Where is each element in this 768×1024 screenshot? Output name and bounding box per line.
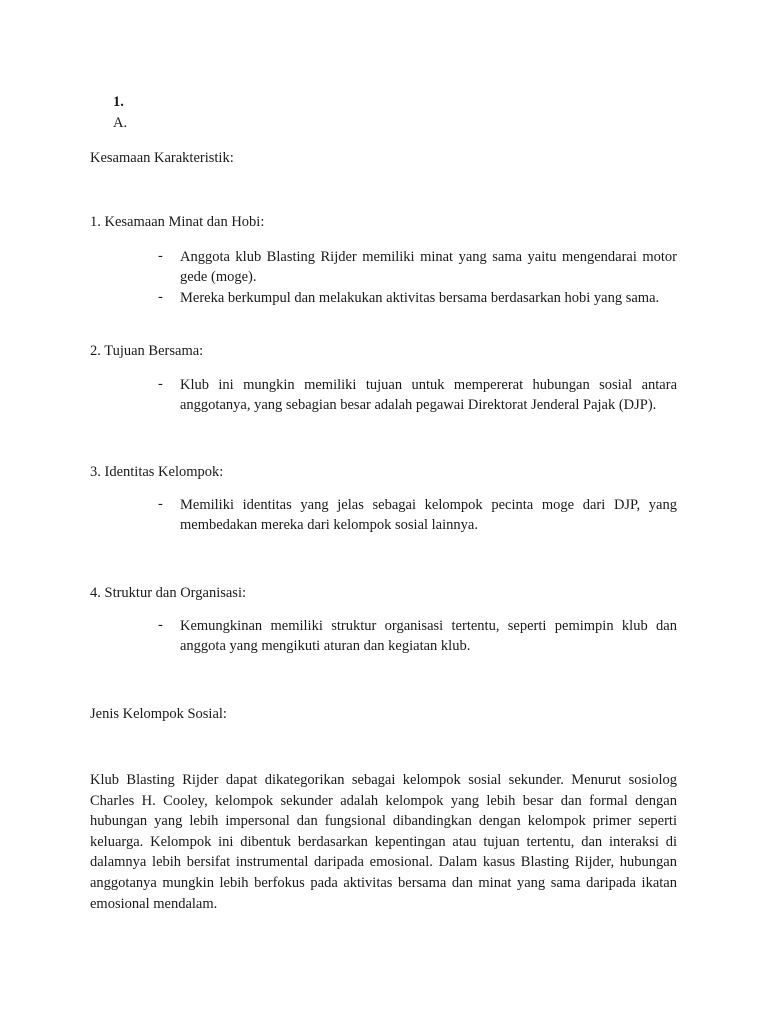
bullet-item <box>158 617 677 656</box>
question-number: 1. <box>113 94 124 110</box>
item-heading-2: 2. Tujuan Bersama: <box>90 343 204 359</box>
bullet-dash: - <box>158 617 163 633</box>
bullet-dash: - <box>158 376 163 392</box>
bullet-item <box>158 248 677 287</box>
item-heading-4: 4. Struktur dan Organisasi: <box>90 585 246 601</box>
bullet-dash: - <box>158 289 163 305</box>
body-paragraph: Klub Blasting Rijder dapat dikategorikan sebagai kelompok sosial sekunder. Menurut sosiolog Charles H. Cooley, kelompok sekunder adalah kelompok yang lebih besar dan formal dengan hubungan yang lebih impersonal dan fungsional dibandingkan dengan kelompok primer seperti keluarga. Kelompok ini dibentuk berdasarkan kepentingan atau tujuan tertentu, dan interaksi di dalamnya lebih bersifat instrumental daripada emosional. Dalam kasus Blasting Rijder, hubungan anggotanya mungkin lebih berfokus pada aktivitas bersama dan minat yang sama daripada ikatan emosional mendalam. <box>90 772 677 912</box>
item-heading-3: 3. Identitas Kelompok: <box>90 464 224 480</box>
bullet-text: Klub ini mungkin memiliki tujuan untuk mempererat hubungan sosial antara anggotanya, yang sebagian besar adalah pegawai Direktorat Jenderal Pajak (DJP). <box>180 377 677 413</box>
bullet-text: Memiliki identitas yang jelas sebagai kelompok pecinta moge dari DJP, yang membedakan mereka dari kelompok sosial lainnya. <box>180 497 677 533</box>
bullet-text: Kemungkinan memiliki struktur organisasi tertentu, seperti pemimpin klub dan anggota yang mengikuti aturan dan kegiatan klub. <box>180 618 677 654</box>
bullet-dash: - <box>158 496 163 512</box>
bullet-item <box>158 289 677 309</box>
item-heading-1: 1. Kesamaan Minat dan Hobi: <box>90 214 265 230</box>
section-title-group-type: Jenis Kelompok Sosial: <box>90 706 227 722</box>
bullet-item <box>158 496 677 535</box>
bullet-text: Mereka berkumpul dan melakukan aktivitas bersama berdasarkan hobi yang sama. <box>180 290 660 306</box>
sub-question-letter: A. <box>113 115 128 131</box>
section-title-characteristics: Kesamaan Karakteristik: <box>90 150 234 166</box>
bullet-item <box>158 376 677 415</box>
bullet-text: Anggota klub Blasting Rijder memiliki minat yang sama yaitu mengendarai motor gede (moge). <box>180 249 677 285</box>
bullet-dash: - <box>158 248 163 264</box>
